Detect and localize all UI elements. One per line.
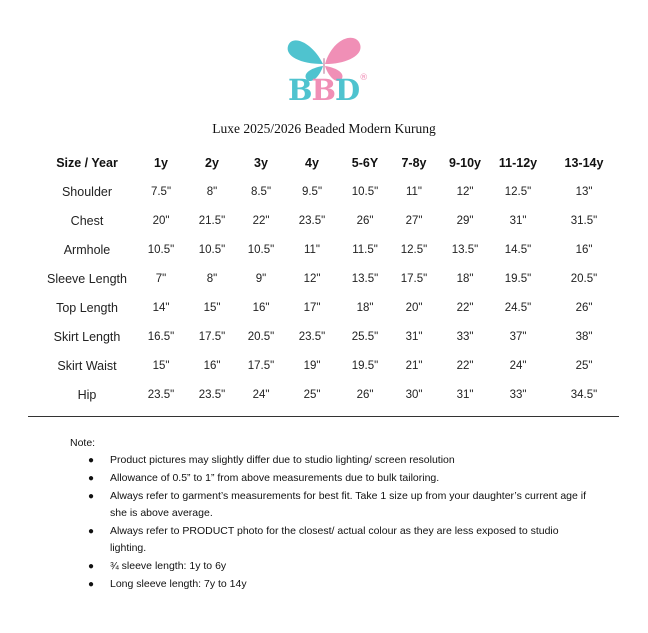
note-text: Always refer to garment’s measurements for best fit. Take 1 size up from your daughter’s current age if she is above average. [110,490,587,519]
list-item [70,452,590,469]
row-label: Sleeve Length [47,271,127,286]
table-cell: 7" [155,272,167,285]
table-row [38,293,624,322]
list-item [70,470,590,487]
list-item [70,576,590,593]
list-item [70,558,590,575]
table-cell: 13.5" [451,243,479,256]
note-text: ¾ sleeve length: 1y to 6y [110,560,227,572]
column-header: 5-6Y [351,155,379,170]
table-cell: 17.5" [198,330,226,343]
section-divider [28,416,619,417]
table-cell: 37" [509,330,527,343]
table-row [38,380,624,409]
table-cell: 10.5" [247,243,275,256]
table-cell: 23.5" [298,330,326,343]
column-header: 7-8y [401,155,427,170]
note-text: Always refer to PRODUCT photo for the closest/ actual colour as they are less exposed to studio lighting. [110,525,559,554]
table-header-row [38,148,624,177]
column-header: 1y [154,155,168,170]
table-row [38,264,624,293]
row-label: Armhole [63,242,111,257]
notes-section [70,435,590,594]
table-cell: 12.5" [504,185,532,198]
table-cell: 26" [356,214,374,227]
table-cell: 19.5" [351,359,379,372]
table-cell: 10.5" [198,243,226,256]
table-cell: 12" [456,185,474,198]
size-chart-table [38,148,624,409]
table-cell: 24.5" [504,301,532,314]
table-cell: 25" [303,388,321,401]
table-cell: 24" [509,359,527,372]
table-cell: 19" [303,359,321,372]
table-cell: 10.5" [351,185,379,198]
table-cell: 17" [303,301,321,314]
row-label: Chest [70,213,104,228]
table-cell: 31" [456,388,474,401]
table-cell: 16.5" [147,330,175,343]
column-header: Size / Year [56,155,118,170]
table-cell: 18" [456,272,474,285]
table-cell: 23.5" [298,214,326,227]
table-cell: 22" [456,301,474,314]
bullet-dot-icon: ● [88,579,95,590]
notes-heading: Note: [70,437,96,449]
table-cell: 18" [356,301,374,314]
table-cell: 25" [575,359,593,372]
table-cell: 38" [575,330,593,343]
table-cell: 8.5" [250,185,272,198]
list-item [70,488,590,522]
table-cell: 9.5" [301,185,323,198]
table-cell: 9" [255,272,267,285]
table-cell: 16" [203,359,221,372]
table-cell: 14" [152,301,170,314]
note-text: Product pictures may slightly differ due to studio lighting/ screen resolution [110,454,455,466]
column-header: 11-12y [498,155,538,170]
table-cell: 13" [575,185,593,198]
table-cell: 16" [252,301,270,314]
table-cell: 23.5" [198,388,226,401]
bullet-dot-icon: ● [88,473,95,484]
bullet-dot-icon: ● [88,455,95,466]
table-cell: 21.5" [198,214,226,227]
table-cell: 10.5" [147,243,175,256]
table-cell: 23.5" [147,388,175,401]
table-cell: 19.5" [504,272,532,285]
list-item [70,523,590,557]
table-cell: 31.5" [570,214,598,227]
column-header: 9-10y [449,155,481,170]
table-cell: 26" [356,388,374,401]
table-cell: 20.5" [247,330,275,343]
row-label: Shoulder [61,184,113,199]
table-cell: 20" [152,214,170,227]
table-row [38,206,624,235]
table-cell: 33" [456,330,474,343]
table-cell: 14.5" [504,243,532,256]
table-cell: 15" [152,359,170,372]
column-header: 3y [254,155,268,170]
table-row [38,322,624,351]
row-label: Top Length [56,300,118,315]
table-cell: 20" [405,301,423,314]
table-cell: 25.5" [351,330,379,343]
registered-mark: ® [359,73,369,83]
column-header: 4y [305,155,319,170]
table-cell: 15" [203,301,221,314]
table-cell: 11" [303,243,321,256]
brand-letter: D [335,73,360,107]
table-cell: 30" [405,388,423,401]
row-label: Hip [77,387,97,402]
row-label: Skirt Length [53,329,121,344]
table-cell: 22" [252,214,270,227]
table-cell: 12" [303,272,321,285]
table-cell: 22" [456,359,474,372]
product-title: Luxe 2025/2026 Beaded Modern Kurung [212,121,436,136]
table-cell: 31" [509,214,527,227]
notes-list [70,452,590,593]
table-cell: 33" [509,388,527,401]
note-text: Allowance of 0.5” to 1” from above measurements due to bulk tailoring. [110,472,440,484]
table-row [38,235,624,264]
column-header: 2y [205,155,219,170]
table-cell: 11" [405,185,423,198]
table-cell: 13.5" [351,272,379,285]
table-cell: 7.5" [150,185,172,198]
brand-wordmark [288,73,369,107]
table-cell: 26" [575,301,593,314]
table-cell: 20.5" [570,272,598,285]
row-label: Skirt Waist [57,358,117,373]
table-row [38,177,624,206]
table-cell: 29" [456,214,474,227]
table-cell: 34.5" [570,388,598,401]
brand-letter: B [311,73,336,107]
table-cell: 27" [405,214,423,227]
note-text: Long sleeve length: 7y to 14y [110,578,247,590]
brand-letter: B [288,73,312,107]
bullet-dot-icon: ● [88,561,95,572]
column-header: 13-14y [564,155,604,170]
table-row [38,351,624,380]
table-cell: 16" [575,243,593,256]
table-cell: 17.5" [247,359,275,372]
bullet-dot-icon: ● [88,526,95,537]
table-cell: 8" [206,272,218,285]
table-cell: 21" [405,359,423,372]
table-cell: 12.5" [400,243,428,256]
table-cell: 11.5" [352,243,378,256]
bullet-dot-icon: ● [88,491,95,502]
table-cell: 31" [405,330,423,343]
table-cell: 17.5" [400,272,428,285]
table-cell: 8" [206,185,218,198]
table-cell: 24" [252,388,270,401]
